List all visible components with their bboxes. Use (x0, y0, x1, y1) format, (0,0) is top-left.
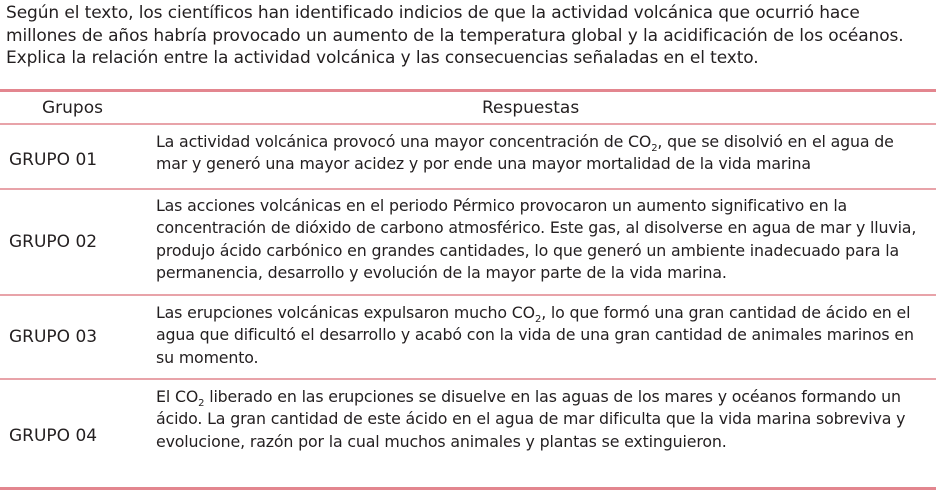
row-divider (0, 378, 936, 380)
answer-text-02: Las acciones volcánicas en el periodo Pérmico provocaron un aumento significativo en la concentración de dióxido de carbono atmosférico. Este gas, al disolverse en agua de mar y lluvia, produjo ácido carbónico en grandes cantidades, lo que generó un ambiente inadecuado para la permanencia, desarrollo y evolución de la mayor parte de la vida marina. (156, 196, 917, 283)
question-prompt: Según el texto, los científicos han identificado indicios de que la actividad volcánica que ocurrió hace millones de años habría provocado un aumento de la temperatura global y la acidificación de los océanos. Explica la relación entre la actividad volcánica y las consecuencias señaladas en el texto. (6, 3, 904, 68)
table-bottom-rule (0, 487, 936, 490)
header-rule (0, 123, 936, 125)
group-label-03: GRUPO 03 (9, 327, 98, 347)
group-label-01: GRUPO 01 (9, 150, 98, 170)
answer-text-01: La actividad volcánica provocó una mayor concentración de $CO_2$, que se disolvió en el agua de mar y generó una mayor acidez y por ende una mayor mortalidad de la vida marina (156, 132, 894, 174)
header-groups: Grupos (42, 98, 103, 118)
group-label-04: GRUPO 04 (9, 426, 98, 446)
answer-text-03: Las erupciones volcánicas expulsaron mucho $CO_2$, lo que formó una gran cantidad de ácido en el agua que dificultó el desarrollo y acabó con la vida de una gran cantidad de animales marinos en su momento. (156, 303, 914, 367)
header-answers: Respuestas (482, 98, 580, 118)
group-label-02: GRUPO 02 (9, 232, 98, 252)
row-divider (0, 188, 936, 190)
row-divider (0, 294, 936, 296)
answer-text-04: El $CO_2$ liberado en las erupciones se disuelve en las aguas de los mares y océanos formando un ácido. La gran cantidad de este ácido en el agua de mar dificulta que la vida marina sobreviva y evolucione, razón por la cual muchos animales y plantas se extinguieron. (156, 387, 906, 451)
table-top-rule (0, 89, 936, 92)
